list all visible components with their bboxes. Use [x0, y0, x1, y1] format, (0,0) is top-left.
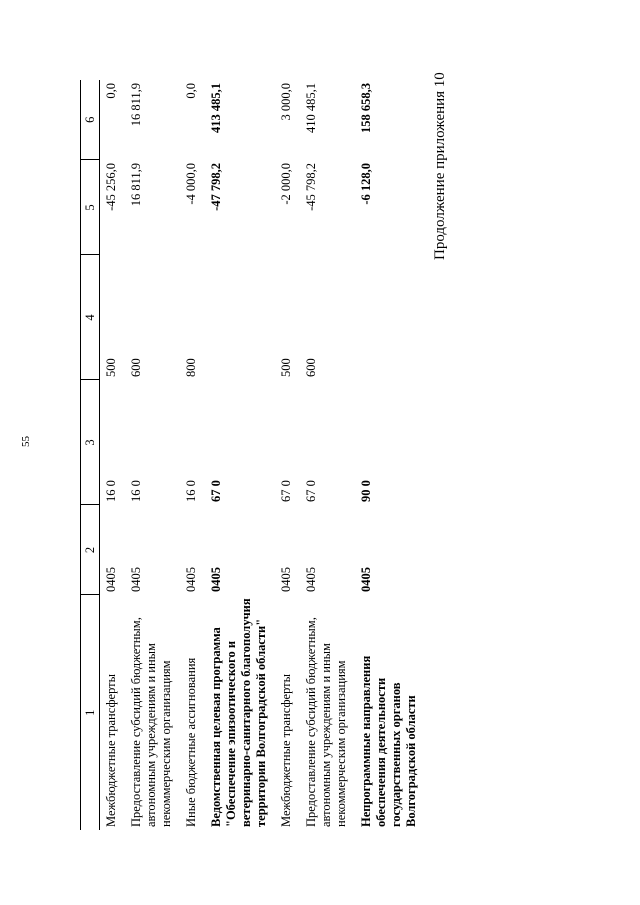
column-header: 1	[81, 595, 100, 830]
row-total-amount: 3 000,0	[279, 83, 293, 121]
row-change-amount: -47 798,2	[209, 163, 223, 211]
row-target-code: 16 0	[184, 480, 198, 502]
row-change-amount: -4 000,0	[184, 163, 198, 205]
row-change-amount: -6 128,0	[359, 163, 373, 205]
row-target-code: 16 0	[104, 480, 118, 502]
row-target-code: 90 0	[359, 480, 373, 502]
row-total-amount: 413 485,1	[209, 83, 223, 133]
row-change-amount: -45 256,0	[104, 163, 118, 211]
table-row	[275, 80, 300, 830]
rotated-table-container	[80, 80, 420, 830]
row-expense-type: 800	[184, 358, 198, 377]
row-section-code: 0405	[279, 567, 293, 592]
row-total-amount: 0,0	[104, 83, 118, 99]
row-name: Межбюджетные трансферты	[104, 673, 118, 827]
row-section-code: 0405	[129, 567, 143, 592]
row-name: Предоставление субсидий бюджетным, автономным учреждениям и иным некоммерческим организациям	[304, 617, 348, 827]
page-number: 55	[20, 436, 32, 447]
row-section-code: 0405	[209, 567, 223, 592]
table-row	[125, 80, 180, 830]
row-total-amount: 410 485,1	[304, 83, 318, 133]
table-row-program	[355, 80, 425, 830]
column-header: 2	[81, 505, 100, 595]
table-row	[100, 80, 126, 830]
row-total-amount: 158 658,3	[359, 83, 373, 133]
row-section-code: 0405	[104, 567, 118, 592]
table-row	[180, 80, 205, 830]
row-total-amount: 0,0	[184, 83, 198, 99]
row-section-code: 0405	[359, 567, 373, 592]
column-header: 3	[81, 380, 100, 505]
row-expense-type: 500	[279, 358, 293, 377]
row-name: Межбюджетные трансферты	[279, 673, 293, 827]
row-name: Предоставление субсидий бюджетным, автономным учреждениям и иным некоммерческим организациям	[129, 617, 173, 827]
table-header-row	[81, 80, 100, 830]
row-name: Непрограммные направления обеспечения деятельности государственных органов Волгоградской области	[359, 655, 418, 827]
budget-table	[80, 80, 425, 830]
column-header: 6	[81, 80, 100, 160]
row-change-amount: -2 000,0	[279, 163, 293, 205]
row-expense-type: 600	[304, 358, 318, 377]
table-row-program	[205, 80, 275, 830]
table-row	[300, 80, 355, 830]
row-name: Ведомственная целевая программа "Обеспечение эпизоотического и ветеринарно-санитарного благополучия территории Волгоградской области"	[209, 598, 268, 827]
column-header: 4	[81, 255, 100, 380]
row-target-code: 67 0	[209, 480, 223, 502]
row-expense-type	[205, 255, 275, 380]
row-expense-type: 500	[104, 358, 118, 377]
row-section-code: 0405	[184, 567, 198, 592]
row-target-code: 67 0	[304, 480, 318, 502]
row-change-amount: -45 798,2	[304, 163, 318, 211]
row-target-code: 16 0	[129, 480, 143, 502]
row-change-amount: 16 811,9	[129, 163, 143, 207]
row-name: Иные бюджетные ассигнования	[184, 657, 198, 827]
row-expense-type: 600	[129, 358, 143, 377]
row-section-code: 0405	[304, 567, 318, 592]
row-target-code: 67 0	[279, 480, 293, 502]
column-header: 5	[81, 160, 100, 255]
row-total-amount: 16 811,9	[129, 83, 143, 127]
row-expense-type	[355, 255, 425, 380]
continuation-label: Продолжение приложения 10	[432, 72, 448, 260]
